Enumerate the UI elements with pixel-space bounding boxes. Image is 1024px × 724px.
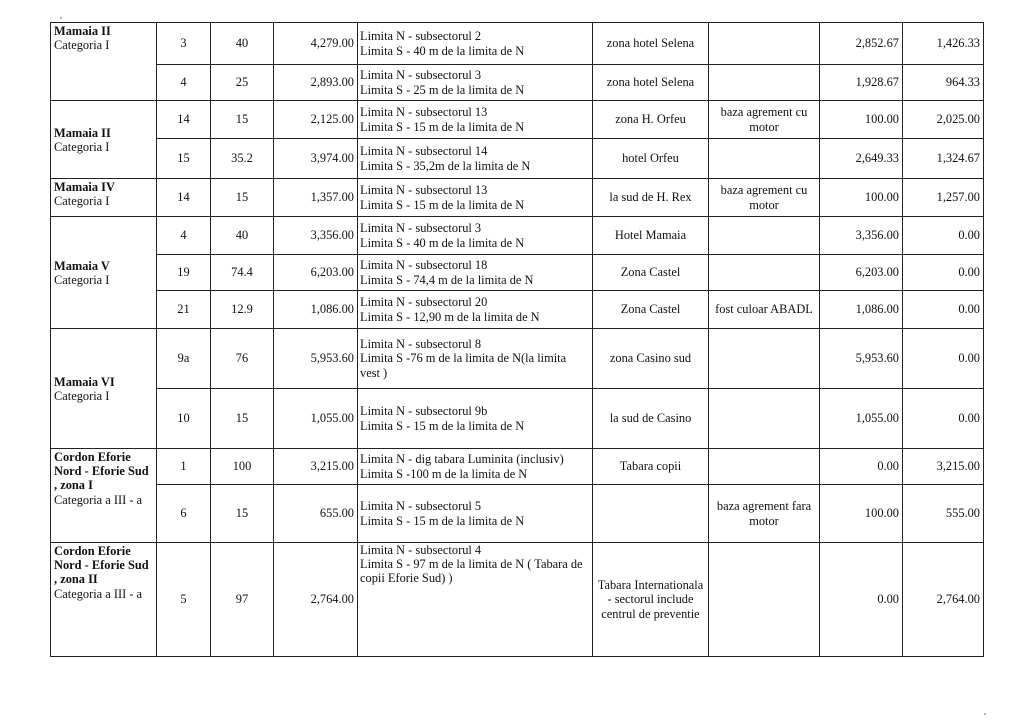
zone-name: Cordon Eforie Nord - Eforie Sud , zona II (54, 544, 149, 587)
limit-north: Limita N - subsectorul 18 (360, 258, 488, 273)
sector-area: 3,215.00 (274, 449, 358, 485)
value-1: 6,203.00 (820, 255, 903, 291)
limit-north: Limita N - dig tabara Luminita (inclusiv) (360, 452, 564, 467)
sector-length: 15 (211, 101, 274, 139)
limit-north: Limita N - subsectorul 4 (360, 543, 482, 557)
value-2: 1,324.67 (903, 139, 984, 179)
zone-name: Mamaia II (54, 125, 111, 140)
observation (709, 329, 820, 389)
zone-category: Categoria a III - a (54, 492, 143, 507)
location: Tabara copii (593, 449, 709, 485)
sector-number: 19 (157, 255, 211, 291)
observation (709, 139, 820, 179)
sector-number: 14 (157, 179, 211, 217)
value-2: 555.00 (903, 485, 984, 543)
observation (709, 65, 820, 101)
value-1: 3,356.00 (820, 217, 903, 255)
observation (709, 23, 820, 65)
limit-north: Limita N - subsectorul 13 (360, 105, 488, 120)
limit-south: Limita S -76 m de la limita de N(la limita vest ) (360, 351, 567, 380)
limit-south: Limita S - 15 m de la limita de N (360, 418, 525, 433)
observation: fost culoar ABADL (709, 291, 820, 329)
value-1: 0.00 (820, 449, 903, 485)
zone-name: Mamaia II (54, 24, 111, 38)
limit-south: Limita S - 12,90 m de la limita de N (360, 309, 540, 324)
table-row (51, 485, 984, 543)
table-row (51, 101, 984, 139)
sector-area: 1,086.00 (274, 291, 358, 329)
zone-category: Categoria I (54, 194, 110, 209)
limit-north: Limita N - subsectorul 3 (360, 221, 482, 236)
sector-number: 10 (157, 389, 211, 449)
table-row (51, 255, 984, 291)
sector-number: 21 (157, 291, 211, 329)
limits-cell (358, 485, 593, 543)
zone-cell (51, 329, 157, 449)
location: hotel Orfeu (593, 139, 709, 179)
limit-north: Limita N - subsectorul 9b (360, 404, 488, 419)
observation (709, 255, 820, 291)
table-row (51, 23, 984, 65)
limits-cell (358, 139, 593, 179)
sector-length: 15 (211, 179, 274, 217)
value-2: 0.00 (903, 329, 984, 389)
value-1: 1,086.00 (820, 291, 903, 329)
limits-cell (358, 23, 593, 65)
zone-cell (51, 23, 157, 101)
sector-area: 5,953.60 (274, 329, 358, 389)
location: Zona Castel (593, 255, 709, 291)
zone-category: Categoria I (54, 273, 110, 287)
value-1: 100.00 (820, 179, 903, 217)
sector-area: 1,357.00 (274, 179, 358, 217)
value-1: 0.00 (820, 543, 903, 657)
value-2: 0.00 (903, 389, 984, 449)
scan-speck (60, 17, 62, 19)
zone-name: Mamaia IV (54, 180, 115, 194)
limits-cell (358, 101, 593, 139)
location: zona H. Orfeu (593, 101, 709, 139)
zone-cell (51, 179, 157, 217)
limits-cell (358, 329, 593, 389)
sector-area: 4,279.00 (274, 23, 358, 65)
limit-south: Limita S - 40 m de la limita de N (360, 43, 525, 58)
value-2: 0.00 (903, 255, 984, 291)
observation: baza agrement cu motor (709, 179, 820, 217)
table-row (51, 217, 984, 255)
observation (709, 389, 820, 449)
table-row (51, 389, 984, 449)
sector-number: 9a (157, 329, 211, 389)
value-2: 2,764.00 (903, 543, 984, 657)
limit-south: Limita S - 15 m de la limita de N (360, 119, 525, 134)
beach-sector-table (50, 22, 984, 657)
limit-south: Limita S - 25 m de la limita de N (360, 82, 525, 97)
limits-cell (358, 179, 593, 217)
limit-north: Limita N - subsectorul 14 (360, 144, 488, 159)
limit-south: Limita S - 40 m de la limita de N (360, 235, 525, 250)
sector-number: 3 (157, 23, 211, 65)
location: zona hotel Selena (593, 23, 709, 65)
scan-speck (984, 713, 986, 715)
value-2: 0.00 (903, 291, 984, 329)
limits-cell (358, 291, 593, 329)
limits-cell (358, 449, 593, 485)
sector-length: 35.2 (211, 139, 274, 179)
limits-cell (358, 217, 593, 255)
table-body (51, 23, 984, 657)
limit-south: Limita S -100 m de la limita de N (360, 466, 528, 481)
sector-length: 15 (211, 389, 274, 449)
zone-name: Mamaia VI (54, 374, 115, 389)
value-1: 1,055.00 (820, 389, 903, 449)
location: Zona Castel (593, 291, 709, 329)
limit-south: Limita S - 35,2m de la limita de N (360, 158, 531, 173)
sector-length: 100 (211, 449, 274, 485)
limit-north: Limita N - subsectorul 20 (360, 295, 488, 310)
value-2: 1,426.33 (903, 23, 984, 65)
sector-area: 3,356.00 (274, 217, 358, 255)
table-row (51, 291, 984, 329)
value-1: 100.00 (820, 485, 903, 543)
sector-length: 74.4 (211, 255, 274, 291)
location: la sud de H. Rex (593, 179, 709, 217)
limit-north: Limita N - subsectorul 13 (360, 183, 488, 198)
limit-north: Limita N - subsectorul 3 (360, 68, 482, 83)
table-row (51, 65, 984, 101)
sector-length: 25 (211, 65, 274, 101)
observation: baza agrement fara motor (709, 485, 820, 543)
zone-cell (51, 543, 157, 657)
sector-length: 15 (211, 485, 274, 543)
table-row (51, 449, 984, 485)
sector-area: 2,125.00 (274, 101, 358, 139)
value-1: 100.00 (820, 101, 903, 139)
observation (709, 543, 820, 657)
value-1: 2,649.33 (820, 139, 903, 179)
sector-number: 5 (157, 543, 211, 657)
limits-cell (358, 543, 593, 657)
sector-area: 655.00 (274, 485, 358, 543)
limit-south: Limita S - 97 m de la limita de N ( Tabara de copii Eforie Sud) ) (360, 557, 583, 586)
zone-cell (51, 449, 157, 543)
location: zona Casino sud (593, 329, 709, 389)
sector-length: 40 (211, 217, 274, 255)
sector-number: 4 (157, 65, 211, 101)
value-2: 1,257.00 (903, 179, 984, 217)
limit-south: Limita S - 15 m de la limita de N (360, 197, 525, 212)
zone-name: Mamaia V (54, 258, 110, 273)
location: Hotel Mamaia (593, 217, 709, 255)
value-2: 964.33 (903, 65, 984, 101)
zone-category: Categoria I (54, 389, 110, 403)
zone-cell (51, 101, 157, 179)
table-row (51, 179, 984, 217)
zone-category: Categoria I (54, 38, 110, 53)
sector-area: 2,893.00 (274, 65, 358, 101)
zone-category: Categoria a III - a (54, 586, 143, 601)
value-1: 1,928.67 (820, 65, 903, 101)
limit-south: Limita S - 74,4 m de la limita de N (360, 272, 534, 287)
observation (709, 217, 820, 255)
value-2: 0.00 (903, 217, 984, 255)
limit-north: Limita N - subsectorul 5 (360, 499, 482, 514)
zone-category: Categoria I (54, 140, 110, 154)
limit-north: Limita N - subsectorul 8 (360, 337, 482, 352)
location: la sud de Casino (593, 389, 709, 449)
limit-north: Limita N - subsectorul 2 (360, 29, 482, 44)
sector-area: 6,203.00 (274, 255, 358, 291)
observation: baza agrement cu motor (709, 101, 820, 139)
limits-cell (358, 65, 593, 101)
zone-cell (51, 217, 157, 329)
sector-number: 6 (157, 485, 211, 543)
sector-length: 76 (211, 329, 274, 389)
value-2: 2,025.00 (903, 101, 984, 139)
zone-name: Cordon Eforie Nord - Eforie Sud , zona I (54, 450, 149, 493)
value-1: 2,852.67 (820, 23, 903, 65)
sector-number: 4 (157, 217, 211, 255)
location (593, 485, 709, 543)
location: zona hotel Selena (593, 65, 709, 101)
limit-south: Limita S - 15 m de la limita de N (360, 513, 525, 528)
sector-area: 2,764.00 (274, 543, 358, 657)
sector-number: 14 (157, 101, 211, 139)
sector-length: 97 (211, 543, 274, 657)
limits-cell (358, 255, 593, 291)
sector-area: 3,974.00 (274, 139, 358, 179)
table-row (51, 329, 984, 389)
sector-length: 40 (211, 23, 274, 65)
location: Tabara Internationala - sectorul include centrul de preventie (593, 543, 709, 657)
value-1: 5,953.60 (820, 329, 903, 389)
sector-number: 1 (157, 449, 211, 485)
sector-number: 15 (157, 139, 211, 179)
limits-cell (358, 389, 593, 449)
observation (709, 449, 820, 485)
value-2: 3,215.00 (903, 449, 984, 485)
table-row (51, 139, 984, 179)
table-row (51, 543, 984, 657)
sector-length: 12.9 (211, 291, 274, 329)
sector-area: 1,055.00 (274, 389, 358, 449)
